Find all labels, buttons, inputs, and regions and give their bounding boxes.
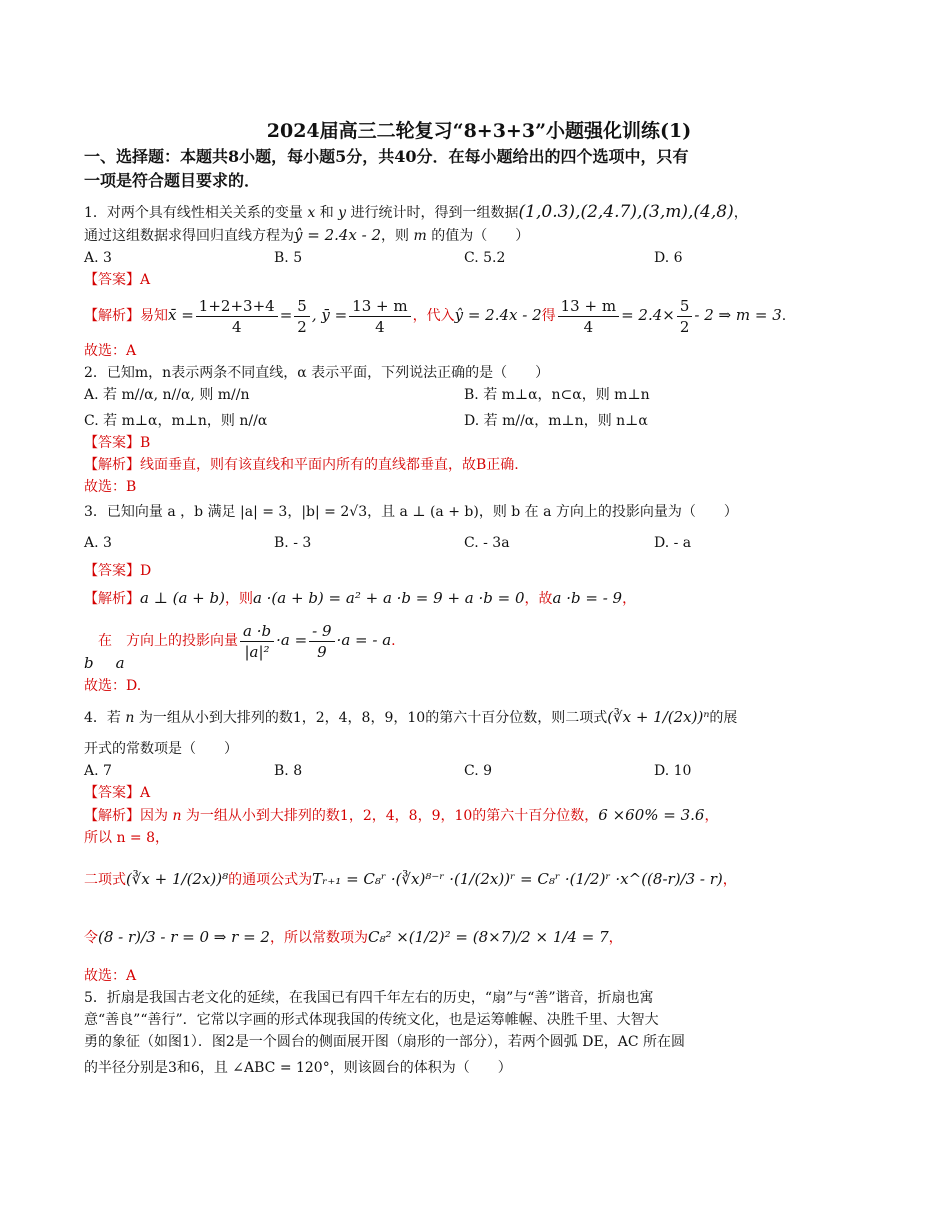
- question-2-stem: 2．已知m，n表示两条不同直线，α 表示平面，下列说法正确的是（ ）: [84, 365, 550, 381]
- question-1-conclusion: 故选：A: [84, 343, 137, 359]
- option-a: A. 若 m//α, n//α, 则 m//n: [84, 387, 250, 403]
- question-5-line3: 勇的象征（如图1）．图2是一个圆台的侧面展开图（扇形的一部分），若两个圆弧 DE，AC 所在圆: [84, 1034, 685, 1050]
- question-4-options: [84, 760, 874, 782]
- question-1-stem-line2: 通过这组数据求得回归直线方程为ŷ = 2.4x - 2，则 m 的值为（ ）: [84, 226, 530, 244]
- option-d: D. - a: [654, 535, 692, 551]
- question-4-analysis-line4: 令(8 - r)/3 - r = 0 ⇒ r = 2，所以常数项为C₈² ×(1/2)² = (8×7)/2 × 1/4 = 7，: [84, 928, 623, 946]
- question-2-options-row2: [84, 410, 874, 432]
- question-2-analysis: 【解析】线面垂直，则有该直线和平面内所有的直线都垂直，故B正确.: [84, 457, 519, 473]
- option-a: A. 3: [84, 535, 112, 551]
- question-2-answer: 【答案】B: [84, 435, 151, 451]
- question-4-stem-line1: 4．若 n 为一组从小到大排列的数1，2，4，8，9，10的第六十百分位数，则二项式(∛x + 1/(2x))ⁿ的展: [84, 708, 738, 726]
- question-4-stem-line2: 开式的常数项是（ ）: [84, 741, 238, 757]
- question-4-analysis-line3: 二项式(∛x + 1/(2x))⁸的通项公式为Tᵣ₊₁ = C₈ʳ ·(∛x)⁸⁻ʳ ·(1/(2x))ʳ = C₈ʳ ·(1/2)ʳ ·x^((8-r)/3 - r)，: [84, 870, 737, 888]
- question-4-binomial: (∛x + 1/(2x))ⁿ: [607, 708, 710, 726]
- option-a: A. 3: [84, 250, 112, 266]
- question-1-data: (1,0.3),(2,4.7),(3,m),(4,8): [518, 202, 734, 222]
- option-d: D. 10: [654, 763, 692, 779]
- option-c: C. 若 m⊥α，m⊥n，则 n//α: [84, 413, 268, 429]
- question-3-stem: 3．已知向量 a ，b 满足 |a| = 3，|b| = 2√3，且 a ⊥ (a + b)，则 b 在 a 方向上的投影向量为（ ）: [84, 504, 738, 520]
- question-2-options-row1: [84, 384, 874, 406]
- question-3-analysis-line1: 【解析】a ⊥ (a + b)，则a ·(a + b) = a² + a ·b = 9 + a ·b = 0，故a ·b = - 9，: [84, 589, 637, 607]
- document-page: [84, 108, 874, 1083]
- question-5-line4: 的半径分别是3和6，且 ∠ABC = 120°，则该圆台的体积为（ ）: [84, 1060, 512, 1076]
- question-1-analysis: 【解析】易知x̄ = $\frac{1+2+3+4}{4}$ = $\frac{5}{2}$ , ȳ = $\frac{13 + m}{4}$ ，代入ŷ = 2.4x - 2得 $\frac{13 + m}{4}$ = 2.4× $\frac{5}{2}$ - 2 ⇒ m = 3.: [84, 296, 787, 336]
- option-a: A. 7: [84, 763, 112, 779]
- option-c: C. 5.2: [464, 250, 506, 266]
- question-3-analysis-vectors: b a: [84, 654, 125, 672]
- question-4-analysis-line2: 所以 n = 8，: [84, 830, 170, 846]
- option-c: C. - 3a: [464, 535, 510, 551]
- question-2-conclusion: 故选：B: [84, 479, 137, 495]
- question-4-analysis-line1: 【解析】因为 n 为一组从小到大排列的数1，2，4，8，9，10的第六十百分位数，6 ×60% = 3.6，: [84, 806, 719, 824]
- question-1-answer: 【答案】A: [84, 272, 151, 288]
- question-4-conclusion: 故选：A: [84, 968, 137, 984]
- question-3-conclusion: 故选：D.: [84, 678, 142, 694]
- question-1-stem-line1: 1．对两个具有线性相关关系的变量 x 和 y 进行统计时，得到一组数据(1,0.3),(2,4.7),(3,m),(4,8)，: [84, 202, 748, 222]
- option-b: B. 8: [274, 763, 303, 779]
- question-1-equation: ŷ = 2.4x - 2: [294, 226, 382, 244]
- option-b: B. - 3: [274, 535, 312, 551]
- option-c: C. 9: [464, 763, 493, 779]
- option-d: D. 若 m//α，m⊥n，则 n⊥α: [464, 413, 648, 429]
- section-heading-line1: 一、选择题：本题共8小题，每小题5分，共40分．在每小题给出的四个选项中，只有: [84, 147, 689, 166]
- question-3-analysis-line2: 在 方向上的投影向量 $\frac{a \cdot b}{\text{|a|²}}$ ·a = $\frac{- 9}{9}$ ·a = - a.: [98, 621, 396, 661]
- option-b: B. 5: [274, 250, 303, 266]
- option-d: D. 6: [654, 250, 683, 266]
- page-title: 2024届高三二轮复习“8+3+3”小题强化训练(1): [266, 120, 692, 142]
- section-heading-line2: 一项是符合题目要求的．: [84, 171, 261, 190]
- question-5-line1: 5．折扇是我国古老文化的延续，在我国已有四千年左右的历史，“扇”与“善”谐音，折扇也寓: [84, 990, 654, 1006]
- question-4-answer: 【答案】A: [84, 785, 151, 801]
- question-3-options: [84, 526, 874, 560]
- option-b: B. 若 m⊥α，n⊂α，则 m⊥n: [464, 387, 650, 403]
- question-5-line2: 意“善良”“善行”．它常以字画的形式体现我国的传统文化，也是运筹帷幄、决胜千里、大智大: [84, 1012, 659, 1028]
- question-3-answer: 【答案】D: [84, 563, 152, 579]
- question-1-options: [84, 247, 874, 269]
